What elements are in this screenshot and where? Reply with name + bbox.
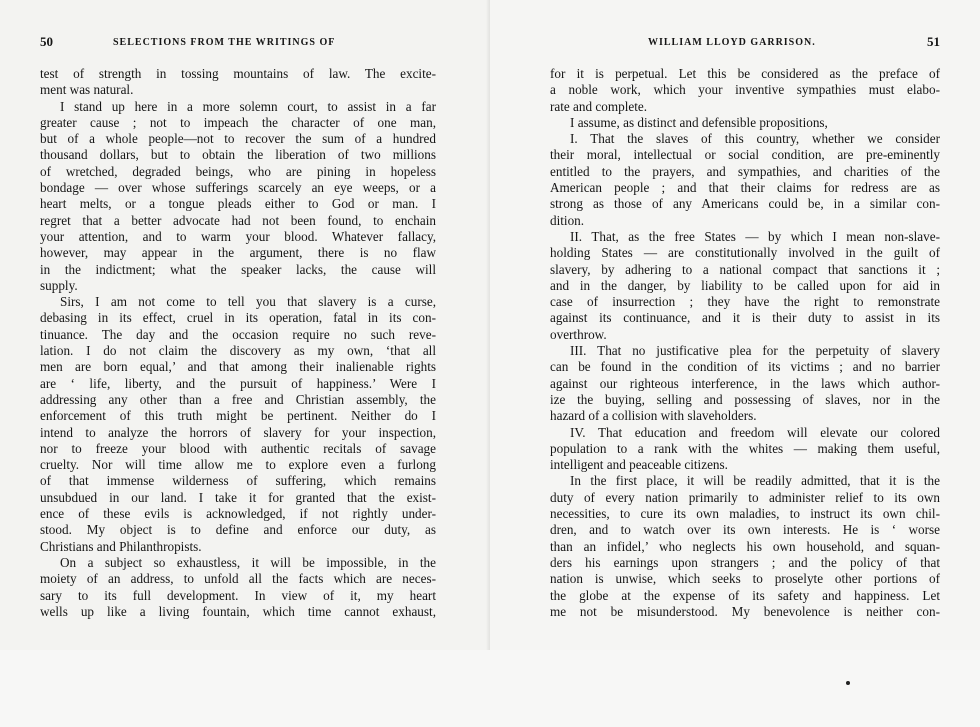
text-line: slavery, by adhering to a national compact that sanctions it ; xyxy=(550,261,940,277)
text-line: sary to its full development. In view of it, my heart xyxy=(40,587,436,603)
text-line: wells up like a living fountain, which time cannot exhaust, xyxy=(40,603,436,619)
text-line: unsubdued in our land. I take it for granted that the exist- xyxy=(40,489,436,505)
text-line: holding States — are constitutionally involved in the guilt of xyxy=(550,245,940,261)
text-line: population to a rank with the whites — making them useful, xyxy=(550,440,940,456)
text-line: tinuance. The day and the occasion require no such reve- xyxy=(40,326,436,342)
text-line: enforcement of this truth might be pertinent. Neither do I xyxy=(40,408,436,424)
text-line: dition. xyxy=(550,212,585,228)
text-line: I assume, as distinct and defensible propositions, xyxy=(570,114,828,130)
scan-margin xyxy=(0,650,980,727)
text-line: their moral, intellectual or social condition, are pre-eminently xyxy=(550,147,940,163)
text-line: of that immense wilderness of suffering, which remains xyxy=(40,473,436,489)
text-line: nor to freeze your blood with authentic recitals of savage xyxy=(40,440,436,456)
text-line: bondage — over whose sufferings scarcely an eye weeps, or a xyxy=(40,180,436,196)
text-line: addressing any other than a free and Christian assembly, the xyxy=(40,391,436,407)
text-line: Christians and Philanthropists. xyxy=(40,538,202,554)
text-line: Sirs, I am not come to tell you that slavery is a curse, xyxy=(60,294,436,310)
text-line: dren, and to watch over its own interests. He is ‘ worse xyxy=(550,522,940,538)
text-line: ize the buying, selling and possessing of slaves, nor in the xyxy=(550,391,940,407)
text-line: cruelty. Nor will time allow me to explore even a furlong xyxy=(40,457,436,473)
text-line: stood. My object is to define and enforce our duty, as xyxy=(40,522,436,538)
text-line: test of strength in tossing mountains of law. The excite- xyxy=(40,66,436,81)
text-line: men are born equal,’ and that among their inalienable rights xyxy=(40,359,436,375)
text-line: intend to analyze the horrors of slavery for your inspection, xyxy=(40,424,436,440)
text-line: case of insurrection ; they have the right to remonstrate xyxy=(550,294,940,310)
text-line: intelligent and peaceable citizens. xyxy=(550,457,728,473)
text-line: thousand dollars, but to obtain the liberation of two millions xyxy=(40,147,436,163)
text-line: debasing in its effect, cruel in its operation, fatal in its con- xyxy=(40,310,436,326)
text-line: overthrow. xyxy=(550,326,607,342)
text-line: ence of these evils is acknowledged, if not rightly under- xyxy=(40,506,436,522)
text-line: II. That, as the free States — by which I mean non-slave- xyxy=(570,228,940,244)
left-page xyxy=(0,0,490,650)
text-line: entitled to the prayers, and sympathies, and charities of the xyxy=(550,163,940,179)
text-line: IV. That education and freedom will elevate our colored xyxy=(570,424,940,440)
text-line: regret that a better advocate had not been found, to enchain xyxy=(40,212,436,228)
text-line: heart melts, or a tongue pleads either to God or man. I xyxy=(40,196,436,212)
text-line: strong as those of any Americans could be, in a similar con- xyxy=(550,196,940,212)
text-line: against our righteous interference, in the laws which author- xyxy=(550,375,940,391)
text-line: me not be misunderstood. My benevolence is neither con- xyxy=(550,603,940,619)
right-running-head: WILLIAM LLOYD GARRISON. xyxy=(648,37,816,48)
text-line: supply. xyxy=(40,277,78,293)
left-running-head: SELECTIONS FROM THE WRITINGS OF xyxy=(113,37,336,48)
text-line: lation. I do not claim the discovery as my own, ‘that all xyxy=(40,343,436,359)
text-line: On a subject so exhaustless, it will be impossible, in the xyxy=(60,554,436,570)
left-body-text xyxy=(40,66,436,620)
text-line: rate and complete. xyxy=(550,98,648,114)
text-line: ment was natural. xyxy=(40,82,134,98)
left-page-number: 50 xyxy=(40,34,53,49)
text-line: I stand up here in a more solemn court, to assist in a far xyxy=(60,98,436,114)
text-line: than an infidel,’ who neglects his own household, and squan- xyxy=(550,538,940,554)
text-line: duty of every nation primarily to administer relief to its own xyxy=(550,489,940,505)
text-line: moiety of an address, to unfold all the facts which are neces- xyxy=(40,571,436,587)
right-page-header xyxy=(550,36,940,54)
text-line: can be found in the condition of its victims ; and no barrier xyxy=(550,359,940,375)
text-line: but of a whole people—not to recover the sum of a hundred xyxy=(40,131,436,147)
text-line: III. That no justificative plea for the perpetuity of slavery xyxy=(570,343,940,359)
text-line: are ‘ life, liberty, and the pursuit of happiness.’ Were I xyxy=(40,375,436,391)
text-line: hazard of a collision with slaveholders. xyxy=(550,408,757,424)
text-line: in the indictment; what the speaker lacks, the cause will xyxy=(40,261,436,277)
right-page-number: 51 xyxy=(927,34,940,49)
text-line: a noble work, which your inventive sympathies must elabo- xyxy=(550,82,940,98)
text-line: your attention, and to warm your blood. Whatever fallacy, xyxy=(40,228,436,244)
text-line: nation is unwise, which seeks to proselyte other portions of xyxy=(550,571,940,587)
text-line: In the first place, it will be readily admitted, that it is the xyxy=(570,473,940,489)
text-line: ders his earnings upon strangers ; and the policy of that xyxy=(550,554,940,570)
text-line: for it is perpetual. Let this be considered as the preface of xyxy=(550,66,940,81)
text-line: necessities, to cure its own maladies, to instruct its own chil- xyxy=(550,506,940,522)
text-line: the globe at the expense of its safety and happiness. Let xyxy=(550,587,940,603)
text-line: against its continuance, and it is their duty to assist in its xyxy=(550,310,940,326)
text-line: however, may appear in the argument, there is no flaw xyxy=(40,245,436,261)
scan-speck xyxy=(846,681,850,685)
text-line: American people ; and that their claims for redress are as xyxy=(550,180,940,196)
text-line: I. That the slaves of this country, whether we consider xyxy=(570,131,940,147)
left-page-header xyxy=(40,36,440,54)
text-line: and in the danger, by liability to be called upon for aid in xyxy=(550,277,940,293)
text-line: greater cause ; not to impeach the character of one man, xyxy=(40,114,436,130)
right-page xyxy=(490,0,980,650)
text-line: of wretched, degraded beings, who are pining in hopeless xyxy=(40,163,436,179)
right-body-text xyxy=(550,66,940,620)
